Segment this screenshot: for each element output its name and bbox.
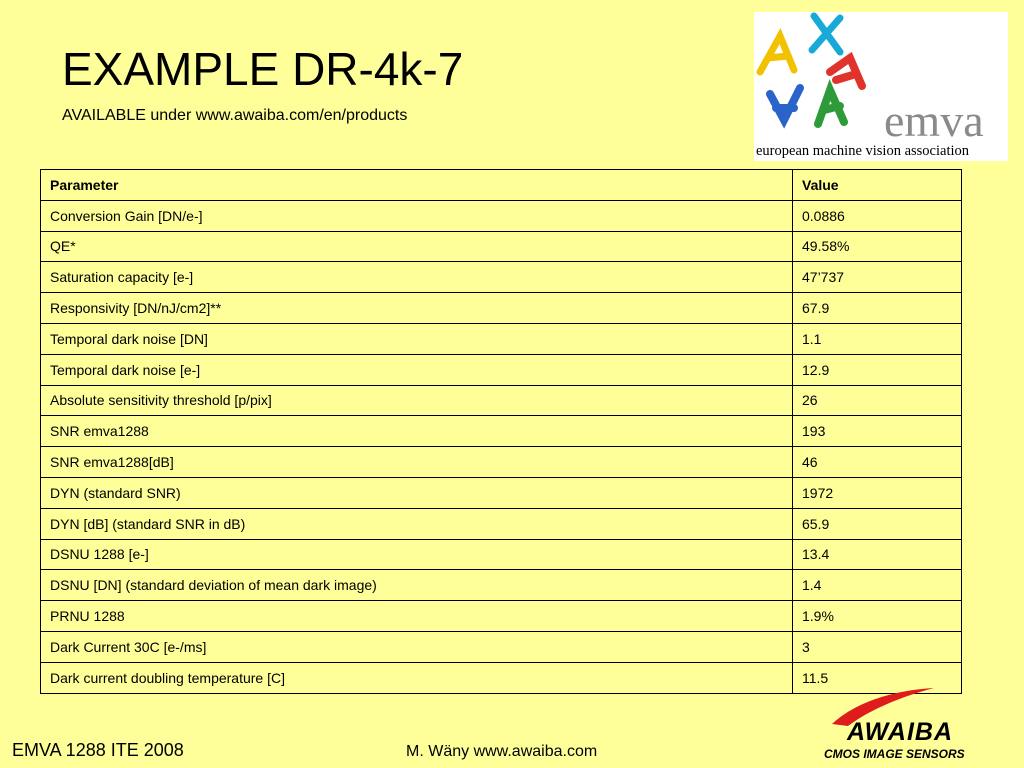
emva-logo bbox=[754, 12, 1008, 161]
parameter-cell: DSNU 1288 [e-] bbox=[41, 539, 793, 570]
parameter-cell: DSNU [DN] (standard deviation of mean dark image) bbox=[41, 570, 793, 601]
value-cell: 11.5 bbox=[793, 662, 962, 693]
value-cell: 47’737 bbox=[793, 262, 962, 293]
slide-title: EXAMPLE DR-4k-7 bbox=[62, 43, 464, 95]
emva-logo-text: emva bbox=[884, 95, 984, 146]
footer-center-text: M. Wäny www.awaiba.com bbox=[406, 743, 598, 760]
table-header-row bbox=[41, 170, 962, 201]
parameter-cell: PRNU 1288 bbox=[41, 601, 793, 632]
awaiba-logo-tagline: CMOS IMAGE SENSORS bbox=[824, 747, 965, 761]
table-row bbox=[41, 447, 962, 478]
awaiba-logo bbox=[818, 686, 1014, 764]
parameter-cell: DYN (standard SNR) bbox=[41, 477, 793, 508]
value-cell: 46 bbox=[793, 447, 962, 478]
parameter-cell: Conversion Gain [DN/e-] bbox=[41, 200, 793, 231]
emva-logo-graphic bbox=[754, 12, 1008, 161]
emva-green-glyph bbox=[818, 90, 844, 124]
emva-red-glyph bbox=[830, 58, 862, 86]
table-row bbox=[41, 477, 962, 508]
value-cell: 12.9 bbox=[793, 354, 962, 385]
value-cell: 67.9 bbox=[793, 293, 962, 324]
parameter-cell: Dark current doubling temperature [C] bbox=[41, 662, 793, 693]
footer-left-text: EMVA 1288 ITE 2008 bbox=[12, 740, 184, 760]
table-row bbox=[41, 508, 962, 539]
parameter-cell: DYN [dB] (standard SNR in dB) bbox=[41, 508, 793, 539]
value-cell: 1.4 bbox=[793, 570, 962, 601]
value-cell: 193 bbox=[793, 416, 962, 447]
table-row bbox=[41, 323, 962, 354]
emva-yellow-glyph bbox=[760, 36, 794, 72]
parameter-cell: SNR emva1288[dB] bbox=[41, 447, 793, 478]
parameter-cell: Responsivity [DN/nJ/cm2]** bbox=[41, 293, 793, 324]
emva-blue-glyph bbox=[770, 88, 800, 120]
value-cell: 26 bbox=[793, 385, 962, 416]
parameter-cell: Temporal dark noise [e-] bbox=[41, 354, 793, 385]
value-cell: 1972 bbox=[793, 477, 962, 508]
parameter-cell: Saturation capacity [e-] bbox=[41, 262, 793, 293]
awaiba-logo-name: AWAIBA bbox=[847, 718, 953, 746]
header-value: Value bbox=[793, 170, 962, 201]
parameter-cell: QE* bbox=[41, 231, 793, 262]
value-cell: 1.9% bbox=[793, 601, 962, 632]
table-row bbox=[41, 416, 962, 447]
table-row bbox=[41, 631, 962, 662]
value-cell: 13.4 bbox=[793, 539, 962, 570]
slide-subtitle: AVAILABLE under www.awaiba.com/en/products bbox=[62, 107, 408, 124]
parameter-cell: Absolute sensitivity threshold [p/pix] bbox=[41, 385, 793, 416]
parameter-cell: Dark Current 30C [e-/ms] bbox=[41, 631, 793, 662]
value-cell: 1.1 bbox=[793, 323, 962, 354]
emva-cyan-glyph bbox=[812, 16, 840, 52]
header-parameter: Parameter bbox=[41, 170, 793, 201]
value-cell: 49.58% bbox=[793, 231, 962, 262]
value-cell: 3 bbox=[793, 631, 962, 662]
table-row bbox=[41, 385, 962, 416]
parameter-table bbox=[40, 169, 962, 694]
value-cell: 65.9 bbox=[793, 508, 962, 539]
table-row bbox=[41, 293, 962, 324]
table-row bbox=[41, 570, 962, 601]
table-row bbox=[41, 601, 962, 632]
table-row bbox=[41, 200, 962, 231]
table-row bbox=[41, 539, 962, 570]
emva-logo-caption: european machine vision association bbox=[756, 143, 970, 159]
value-cell: 0.0886 bbox=[793, 200, 962, 231]
parameter-cell: SNR emva1288 bbox=[41, 416, 793, 447]
table-row bbox=[41, 262, 962, 293]
table-row bbox=[41, 231, 962, 262]
table-row bbox=[41, 354, 962, 385]
parameter-cell: Temporal dark noise [DN] bbox=[41, 323, 793, 354]
